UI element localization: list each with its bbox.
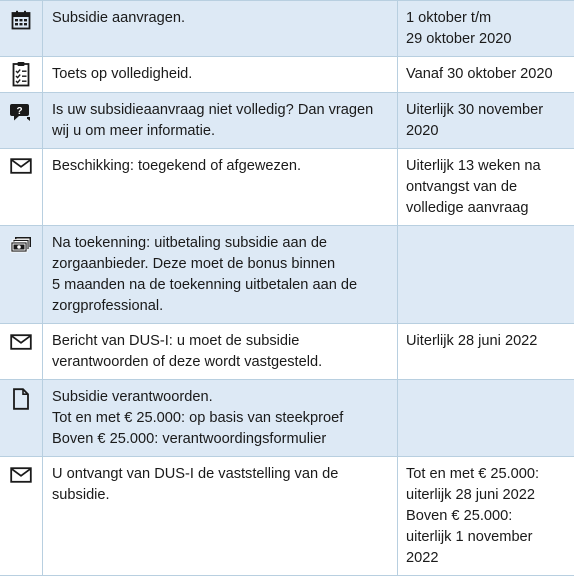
row-description: Na toekenning: uitbetaling subsidie aan de zorgaanbieder. Deze moet de bonus binnen 5 maanden na de toekenning uitbetalen aan de zorgprofessional. (43, 226, 397, 323)
row-date: Vanaf 30 oktober 2020 (398, 57, 574, 91)
date-cell (398, 457, 574, 576)
table-row (0, 324, 574, 380)
row-date: 1 oktober t/m 29 oktober 2020 (398, 1, 574, 56)
description-cell (43, 324, 398, 380)
document-icon (12, 388, 30, 410)
description-cell (43, 226, 398, 324)
row-date (398, 226, 574, 239)
envelope-icon (10, 158, 32, 174)
table-row (0, 57, 574, 93)
description-cell (43, 57, 398, 93)
row-date (398, 380, 574, 393)
checklist-icon (12, 61, 30, 87)
date-cell (398, 380, 574, 457)
description-cell (43, 457, 398, 576)
row-description: Subsidie verantwoorden. Tot en met € 25.000: op basis van steekproef Boven € 25.000: verantwoordingsformulier (43, 380, 397, 456)
calendar-icon (11, 10, 31, 30)
table-row (0, 226, 574, 324)
speech-bubble-question-icon (10, 102, 32, 124)
icon-cell (0, 457, 43, 576)
row-date: Uiterlijk 13 weken na ontvangst van de volledige aanvraag (398, 149, 574, 225)
date-cell (398, 149, 574, 226)
date-cell (398, 324, 574, 380)
table-row (0, 1, 574, 57)
envelope-icon (10, 467, 32, 483)
row-description: Toets op volledigheid. (43, 57, 397, 91)
description-cell (43, 149, 398, 226)
row-description: Subsidie aanvragen. (43, 1, 397, 35)
table-row (0, 149, 574, 226)
row-date: Tot en met € 25.000: uiterlijk 28 juni 2022 Boven € 25.000: uiterlijk 1 november 2022 (398, 457, 574, 575)
date-cell (398, 1, 574, 57)
row-description: Bericht van DUS-I: u moet de subsidie verantwoorden of deze wordt vastgesteld. (43, 324, 397, 379)
row-description: Beschikking: toegekend of afgewezen. (43, 149, 397, 183)
icon-cell (0, 149, 43, 226)
svg-text:?: ? (16, 106, 22, 117)
icon-cell (0, 226, 43, 324)
date-cell (398, 226, 574, 324)
icon-cell (0, 57, 43, 93)
icon-cell (0, 1, 43, 57)
icon-cell (0, 324, 43, 380)
row-description: U ontvangt van DUS-I de vaststelling van de subsidie. (43, 457, 397, 512)
row-date: Uiterlijk 28 juni 2022 (398, 324, 574, 358)
row-description: Is uw subsidieaanvraag niet volledig? Dan vragen wij u om meer informatie. (43, 93, 397, 148)
icon-cell (0, 93, 43, 149)
description-cell (43, 1, 398, 57)
money-icon (10, 236, 32, 254)
row-date: Uiterlijk 30 november 2020 (398, 93, 574, 148)
table-row (0, 380, 574, 457)
description-cell (43, 380, 398, 457)
description-cell (43, 93, 398, 149)
date-cell (398, 57, 574, 93)
date-cell (398, 93, 574, 149)
table-row (0, 93, 574, 149)
envelope-icon (10, 334, 32, 350)
table-row (0, 457, 574, 576)
icon-cell (0, 380, 43, 457)
